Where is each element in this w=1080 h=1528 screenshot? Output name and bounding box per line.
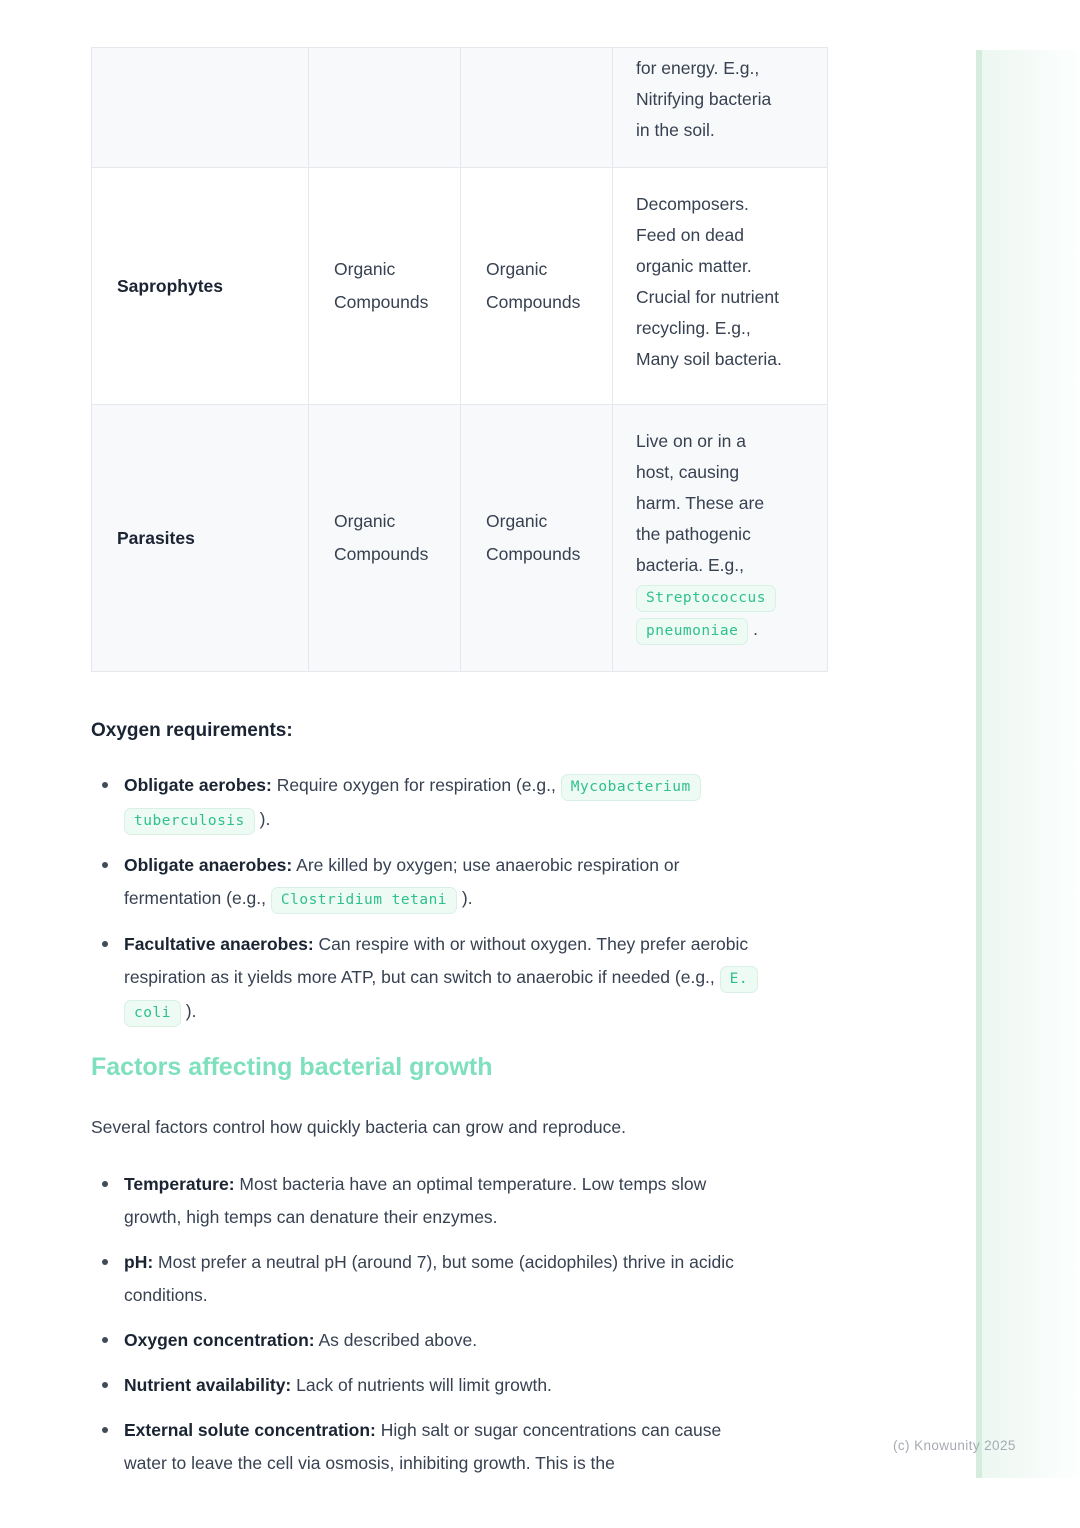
row-label-cell: Saprophytes bbox=[92, 168, 309, 405]
table-desc-line bbox=[636, 614, 807, 647]
copyright-watermark: (c) Knowunity 2025 bbox=[893, 1438, 1016, 1453]
table-desc-line bbox=[636, 251, 807, 282]
list-item bbox=[91, 1414, 767, 1480]
intro-paragraph: Several factors control how quickly bacteria can grow and reproduce. bbox=[91, 1117, 626, 1137]
table-desc-line bbox=[636, 84, 807, 115]
col2-cell: Organic Compounds bbox=[309, 405, 461, 672]
document-page bbox=[91, 47, 827, 1492]
list-item bbox=[91, 928, 767, 1029]
col3-cell: Organic Compounds bbox=[461, 405, 613, 672]
text-run: Nitrifying bacteria bbox=[636, 89, 772, 109]
list-item-text bbox=[124, 1375, 552, 1395]
page-accent-strip bbox=[976, 50, 1080, 1478]
col3-cell bbox=[461, 48, 613, 168]
code-badge: pneumoniae bbox=[636, 618, 748, 645]
list-item-text bbox=[124, 775, 701, 829]
row-label-cell bbox=[92, 48, 309, 168]
text-run: Can respire with or without oxygen. They prefer aerobic respiration as it yields more ATP, but can switch to anaerobic if needed (e.g., bbox=[124, 934, 749, 987]
list-item bbox=[91, 769, 767, 837]
table-desc-line bbox=[636, 53, 807, 84]
list-item-text bbox=[124, 1420, 721, 1473]
text-run: Many soil bacteria. bbox=[636, 349, 782, 369]
bacteria-table bbox=[91, 47, 828, 672]
table-desc-line bbox=[636, 220, 807, 251]
oxygen-requirements-list bbox=[91, 769, 827, 1029]
text-run: Live on or in a bbox=[636, 431, 746, 451]
bold-run: External solute concentration: bbox=[124, 1420, 376, 1440]
table-row-parasites bbox=[92, 405, 828, 672]
text-run: High salt or sugar concentrations can cause water to leave the cell via osmosis, inhibiting growth. This is the bbox=[124, 1420, 722, 1473]
text-run: ). bbox=[180, 1001, 197, 1021]
col3-cell: Organic Compounds bbox=[461, 168, 613, 405]
text-run: Decomposers. bbox=[636, 194, 749, 214]
code-badge: Mycobacterium tuberculosis bbox=[124, 774, 701, 835]
list-item-text bbox=[124, 855, 679, 908]
text-run: the pathogenic bbox=[636, 524, 751, 544]
text-run: As described above. bbox=[314, 1330, 478, 1350]
table-desc-line bbox=[636, 426, 807, 457]
section-heading-oxygen: Oxygen requirements: bbox=[91, 720, 293, 741]
bold-run: Obligate anaerobes: bbox=[124, 855, 293, 875]
table-desc-line bbox=[636, 581, 807, 614]
table-desc-line bbox=[636, 344, 807, 375]
text-run: host, causing bbox=[636, 462, 740, 482]
table-desc-line bbox=[636, 519, 807, 550]
table-desc-line bbox=[636, 488, 807, 519]
table-row-cutoff bbox=[92, 48, 828, 168]
table-row-saprophytes bbox=[92, 168, 828, 405]
list-item-text bbox=[124, 1330, 477, 1350]
text-run: harm. These are bbox=[636, 493, 765, 513]
table-desc-line bbox=[636, 115, 807, 146]
list-item-text bbox=[124, 1174, 706, 1227]
bold-run: Temperature: bbox=[124, 1174, 235, 1194]
section-heading-growth: Factors affecting bacterial growth bbox=[91, 1053, 493, 1081]
code-badge: Streptococcus bbox=[636, 585, 776, 612]
code-badge: E. coli bbox=[124, 966, 758, 1027]
text-run: organic matter. bbox=[636, 256, 752, 276]
row-label-cell: Parasites bbox=[92, 405, 309, 672]
table-desc-line bbox=[636, 282, 807, 313]
list-item-text bbox=[124, 934, 758, 1021]
text-run: ). bbox=[457, 888, 473, 908]
bold-run: Oxygen concentration: bbox=[124, 1330, 315, 1350]
text-run: Are killed by oxygen; use anaerobic respiration or fermentation (e.g., bbox=[124, 855, 680, 908]
text-run: Require oxygen for respiration (e.g., bbox=[271, 775, 561, 795]
bold-run: Nutrient availability: bbox=[124, 1375, 292, 1395]
code-badge: Clostridium tetani bbox=[271, 887, 457, 914]
text-run: Most bacteria have an optimal temperature. Low temps slow growth, high temps can denature their enzymes. bbox=[124, 1174, 707, 1227]
list-item bbox=[91, 1369, 767, 1402]
text-run: ). bbox=[254, 809, 271, 829]
text-run: in the soil. bbox=[636, 120, 715, 140]
list-item-text bbox=[124, 1252, 734, 1305]
text-run: Most prefer a neutral pH (around 7), but some (acidophiles) thrive in acidic conditions. bbox=[124, 1252, 734, 1305]
description-cell bbox=[613, 48, 828, 168]
list-item bbox=[91, 1246, 767, 1312]
col2-cell: Organic Compounds bbox=[309, 168, 461, 405]
table-desc-line bbox=[636, 550, 807, 581]
text-run: Feed on dead bbox=[636, 225, 745, 245]
list-item bbox=[91, 1168, 767, 1234]
text-run: recycling. E.g., bbox=[636, 318, 751, 338]
description-cell bbox=[613, 405, 828, 672]
col2-cell bbox=[309, 48, 461, 168]
bold-run: Facultative anaerobes: bbox=[124, 934, 314, 954]
list-item bbox=[91, 849, 767, 916]
bold-run: Obligate aerobes: bbox=[124, 775, 272, 795]
text-run: Lack of nutrients will limit growth. bbox=[291, 1375, 552, 1395]
growth-factors-list bbox=[91, 1168, 827, 1480]
description-cell bbox=[613, 168, 828, 405]
table-desc-line bbox=[636, 457, 807, 488]
bold-run: pH: bbox=[124, 1252, 154, 1272]
text-run: Crucial for nutrient bbox=[636, 287, 779, 307]
list-item bbox=[91, 1324, 767, 1357]
text-run: . bbox=[748, 619, 759, 639]
text-run: for energy. E.g., bbox=[636, 58, 760, 78]
text-run: bacteria. E.g., bbox=[636, 555, 744, 575]
table-desc-line bbox=[636, 189, 807, 220]
table-desc-line bbox=[636, 313, 807, 344]
